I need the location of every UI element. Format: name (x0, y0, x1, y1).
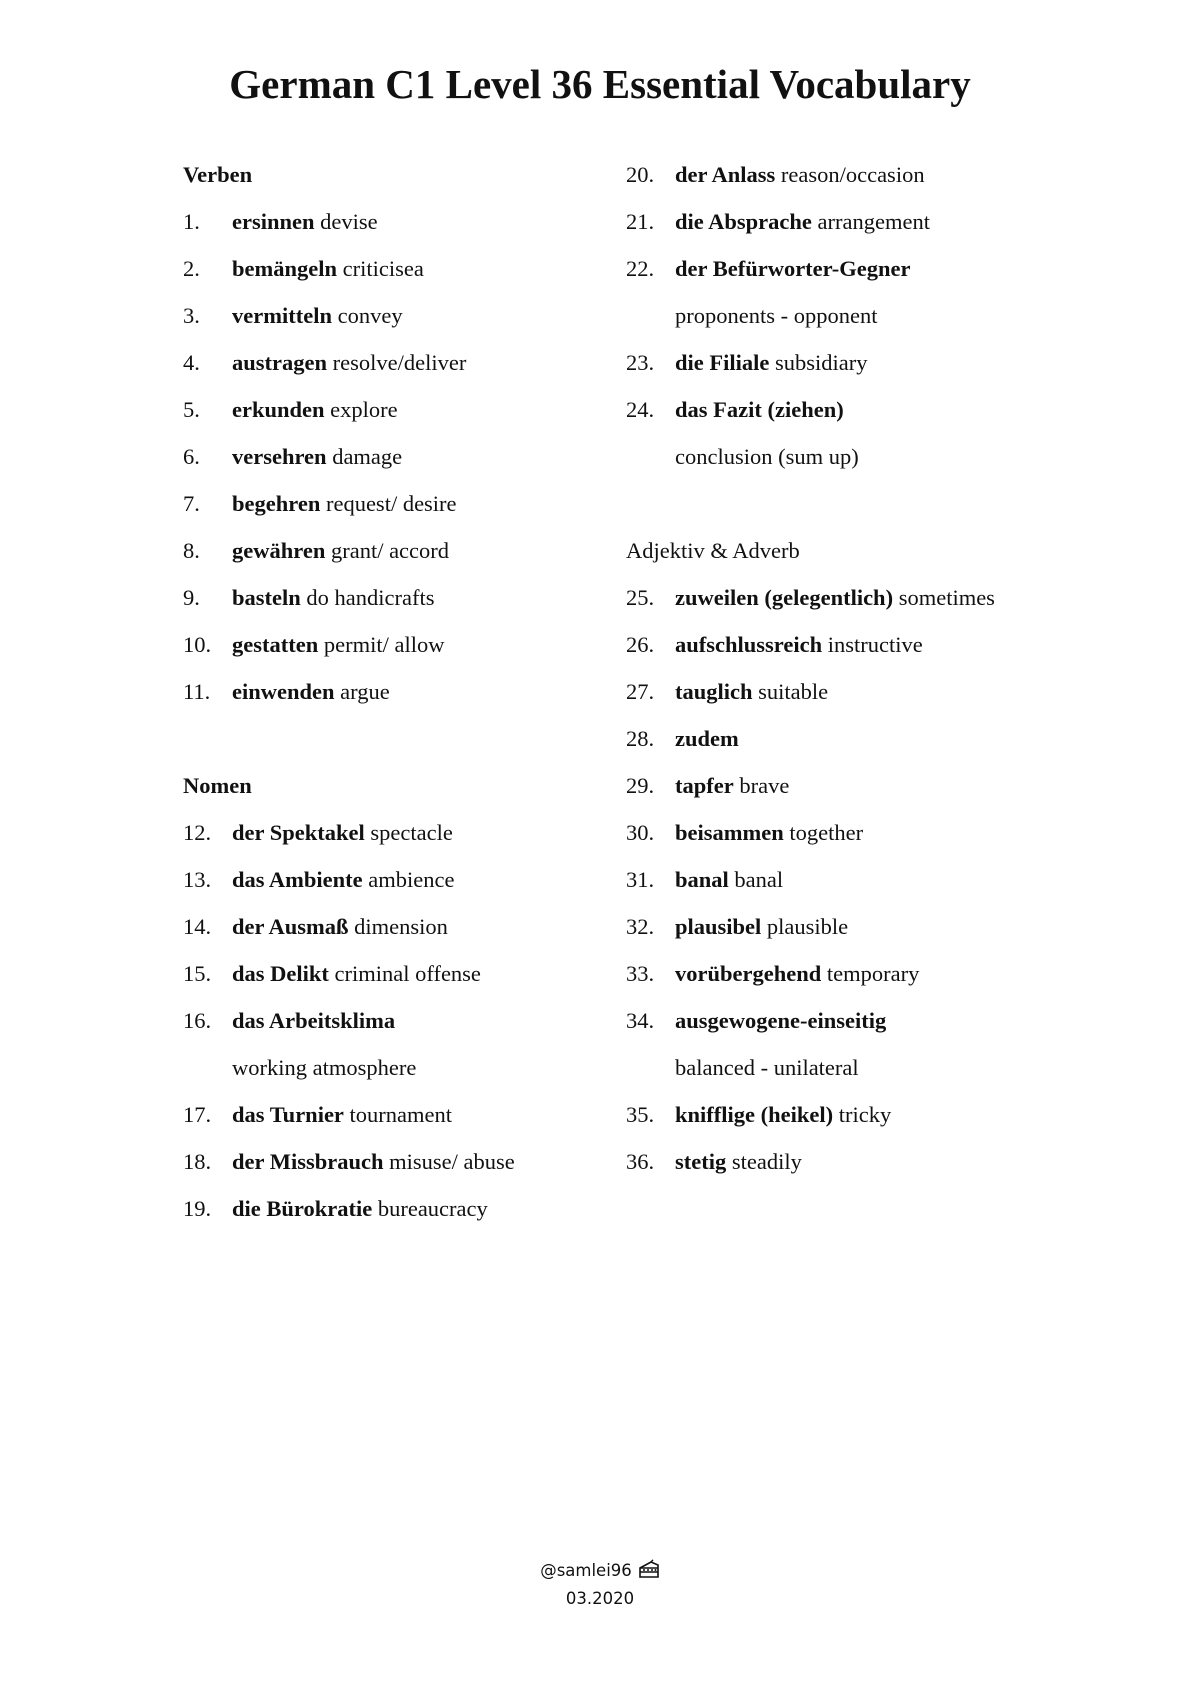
vocab-item (183, 299, 603, 346)
german-term: vorübergehend (675, 961, 822, 986)
english-translation: working atmosphere (232, 1055, 417, 1080)
item-number: 23. (626, 350, 655, 375)
vocab-item (626, 816, 1146, 863)
english-translation: devise (320, 209, 378, 234)
english-translation: permit/ allow (323, 632, 445, 657)
vocab-item (183, 816, 603, 863)
english-translation: criminal offense (334, 961, 481, 986)
item-number: 28. (626, 726, 655, 751)
german-term: die Bürokratie (232, 1196, 373, 1221)
item-number: 9. (183, 585, 200, 610)
english-translation: temporary (826, 961, 920, 986)
vocab-translation-line (626, 1051, 1146, 1098)
german-term: tauglich (675, 679, 753, 704)
german-term: das Ambiente (232, 867, 363, 892)
english-translation: criticisea (342, 256, 424, 281)
english-translation: steadily (731, 1149, 802, 1174)
item-number: 6. (183, 444, 200, 469)
item-number: 18. (183, 1149, 212, 1174)
german-term: das Delikt (232, 961, 329, 986)
german-term: die Filiale (675, 350, 770, 375)
german-term: gewähren (232, 538, 326, 563)
vocab-item (626, 1145, 1146, 1192)
english-translation: proponents - opponent (675, 303, 878, 328)
english-translation: ambience (368, 867, 455, 892)
date: 03.2020 (565, 1589, 635, 1608)
english-translation: explore (330, 397, 398, 422)
vocab-item (626, 581, 1146, 628)
item-number: 16. (183, 1008, 212, 1033)
german-term: das Fazit (ziehen) (675, 397, 844, 422)
vocab-item (626, 158, 1146, 205)
english-translation: resolve/deliver (332, 350, 467, 375)
item-number: 20. (626, 162, 655, 187)
item-number: 12. (183, 820, 212, 845)
vocab-item (183, 393, 603, 440)
english-translation: misuse/ abuse (389, 1149, 515, 1174)
english-translation: tournament (349, 1102, 453, 1127)
item-number: 35. (626, 1102, 655, 1127)
item-number: 7. (183, 491, 200, 516)
item-number: 2. (183, 256, 200, 281)
vocab-item (183, 910, 603, 957)
item-number: 10. (183, 632, 212, 657)
author-handle: @samlei96 (540, 1561, 632, 1580)
vocab-translation-line (626, 440, 1146, 487)
german-term: die Absprache (675, 209, 812, 234)
english-translation: arrangement (817, 209, 930, 234)
vocab-item (626, 1004, 1146, 1051)
item-number: 22. (626, 256, 655, 281)
section-heading: Nomen (183, 773, 252, 798)
german-term: der Missbrauch (232, 1149, 384, 1174)
german-term: knifflige (heikel) (675, 1102, 834, 1127)
item-number: 26. (626, 632, 655, 657)
english-translation: sometimes (898, 585, 995, 610)
german-term: bemängeln (232, 256, 338, 281)
item-number: 13. (183, 867, 212, 892)
item-number: 4. (183, 350, 200, 375)
vocab-item (183, 581, 603, 628)
vocab-item (183, 1145, 603, 1192)
vocab-item (183, 1004, 603, 1051)
german-term: tapfer (675, 773, 734, 798)
vocab-translation-line (626, 299, 1146, 346)
english-translation: convey (337, 303, 403, 328)
item-number: 19. (183, 1196, 212, 1221)
vocab-item (626, 910, 1146, 957)
vocab-item (183, 1098, 603, 1145)
vocab-item (183, 440, 603, 487)
page-title: German C1 Level 36 Essential Vocabulary (229, 61, 971, 107)
english-translation: dimension (354, 914, 448, 939)
german-term: der Befürworter-Gegner (675, 256, 911, 281)
item-number: 17. (183, 1102, 212, 1127)
item-number: 3. (183, 303, 200, 328)
vocab-item (183, 534, 603, 581)
german-term: stetig (675, 1149, 727, 1174)
german-term: austragen (232, 350, 327, 375)
item-number: 31. (626, 867, 655, 892)
vocab-item (626, 722, 1146, 769)
item-number: 32. (626, 914, 655, 939)
german-term: das Turnier (232, 1102, 344, 1127)
vocab-item (626, 205, 1146, 252)
german-term: ersinnen (232, 209, 315, 234)
vocab-item (626, 769, 1146, 816)
german-term: der Spektakel (232, 820, 365, 845)
german-term: der Anlass (675, 162, 776, 187)
vocab-item (626, 393, 1146, 440)
vocab-item (626, 675, 1146, 722)
german-term: das Arbeitsklima (232, 1008, 396, 1033)
item-number: 34. (626, 1008, 655, 1033)
item-number: 27. (626, 679, 655, 704)
item-number: 36. (626, 1149, 655, 1174)
english-translation: argue (340, 679, 390, 704)
english-translation: conclusion (sum up) (675, 444, 859, 469)
english-translation: instructive (827, 632, 923, 657)
german-term: ausgewogene-einseitig (675, 1008, 887, 1033)
item-number: 21. (626, 209, 655, 234)
right-column (626, 158, 1146, 1192)
item-number: 1. (183, 209, 200, 234)
german-term: erkunden (232, 397, 325, 422)
english-translation: bureaucracy (377, 1196, 488, 1221)
english-translation: reason/occasion (780, 162, 925, 187)
german-term: banal (675, 867, 729, 892)
section-spacer (626, 487, 1146, 534)
vocab-item (183, 346, 603, 393)
item-number: 14. (183, 914, 212, 939)
item-number: 25. (626, 585, 655, 610)
vocab-item (626, 1098, 1146, 1145)
german-term: gestatten (232, 632, 319, 657)
vocab-translation-line (183, 1051, 603, 1098)
vocab-item (183, 1192, 603, 1239)
english-translation: balanced - unilateral (675, 1055, 859, 1080)
vocab-item (626, 628, 1146, 675)
item-number: 29. (626, 773, 655, 798)
english-translation: brave (739, 773, 790, 798)
english-translation: grant/ accord (330, 538, 450, 563)
german-term: zudem (675, 726, 739, 751)
german-term: einwenden (232, 679, 335, 704)
vocab-item (183, 628, 603, 675)
item-number: 33. (626, 961, 655, 986)
item-number: 5. (183, 397, 200, 422)
item-number: 24. (626, 397, 655, 422)
german-term: plausibel (675, 914, 762, 939)
english-translation: do handicrafts (306, 585, 435, 610)
vocab-item (183, 863, 603, 910)
german-term: zuweilen (gelegentlich) (675, 585, 894, 610)
vocab-item (626, 346, 1146, 393)
english-translation: spectacle (370, 820, 453, 845)
english-translation: subsidiary (775, 350, 868, 375)
footer (0, 1558, 1200, 1611)
english-translation: plausible (766, 914, 849, 939)
english-translation: banal (734, 867, 784, 892)
german-term: begehren (232, 491, 321, 516)
german-term: aufschlussreich (675, 632, 823, 657)
vocab-item (183, 675, 603, 722)
section-heading: Adjektiv & Adverb (626, 538, 800, 563)
vocab-item (183, 487, 603, 534)
section-heading: Verben (183, 162, 253, 187)
vocab-item (183, 252, 603, 299)
english-translation: damage (332, 444, 403, 469)
vocab-item (626, 252, 1146, 299)
german-term: basteln (232, 585, 301, 610)
german-term: vermitteln (232, 303, 332, 328)
section-spacer (183, 722, 603, 769)
german-term: beisammen (675, 820, 784, 845)
vocab-item (626, 863, 1146, 910)
english-translation: suitable (758, 679, 829, 704)
item-number: 11. (183, 679, 211, 704)
vocab-item (183, 957, 603, 1004)
vocab-item (183, 205, 603, 252)
german-term: der Ausmaß (232, 914, 349, 939)
item-number: 15. (183, 961, 212, 986)
left-column (183, 158, 603, 1239)
english-translation: tricky (838, 1102, 892, 1127)
cake-icon (638, 1559, 660, 1586)
german-term: versehren (232, 444, 327, 469)
english-translation: together (789, 820, 864, 845)
english-translation: request/ desire (325, 491, 457, 516)
item-number: 30. (626, 820, 655, 845)
vocab-item (626, 957, 1146, 1004)
item-number: 8. (183, 538, 200, 563)
